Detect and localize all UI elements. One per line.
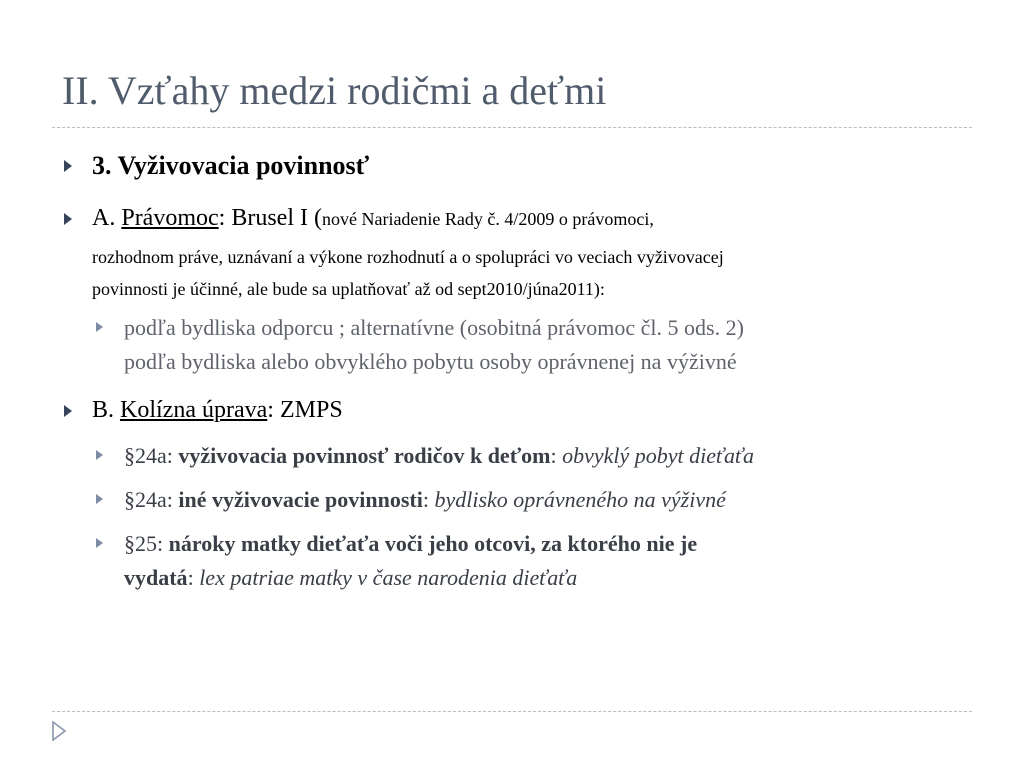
bullet-a-line3 bbox=[92, 271, 992, 306]
paragraph-ref: §24a: bbox=[124, 487, 179, 512]
regulation-note-line1: nové Nariadenie Rady č. 4/2009 o právomoci, bbox=[321, 209, 654, 229]
bullet-a bbox=[92, 201, 972, 236]
nav-arrow-icon[interactable] bbox=[52, 721, 66, 741]
bullet-a-prefix: A. bbox=[92, 205, 122, 231]
footer-divider bbox=[52, 711, 972, 712]
item-italic-text: bydlisko oprávneného na výživné bbox=[434, 487, 726, 512]
bullet-a-after-label: : Brusel I ( bbox=[218, 205, 322, 231]
triangle-right-icon bbox=[64, 213, 72, 225]
regulation-note-line3: povinnosti je účinné, ale bude sa uplatňovať až od sept2010/júna2011): bbox=[92, 279, 605, 299]
item-italic-text: lex patriae matky v čase narodenia dieťaťa bbox=[199, 565, 578, 590]
kolizna-uprava-label: Kolízna úprava bbox=[120, 397, 268, 423]
item-bold-text: iné vyživovacie povinnosti bbox=[178, 487, 423, 512]
triangle-right-icon bbox=[96, 494, 103, 504]
item-italic-text: obvyklý pobyt dieťaťa bbox=[562, 443, 755, 468]
list-item-continuation bbox=[124, 561, 984, 594]
list-item bbox=[124, 483, 984, 516]
triangle-right-icon bbox=[96, 322, 103, 332]
pravomoc-label: Právomoc bbox=[121, 205, 219, 231]
sub-item-jurisdiction-line1: podľa bydliska odporcu ; alternatívne (osobitná právomoc čl. 5 ods. 2) bbox=[124, 315, 744, 340]
triangle-right-icon bbox=[64, 405, 72, 417]
regulation-note-line2: rozhodnom práve, uznávaní a výkone rozhodnutí a o spolupráci vo veciach vyživovacej bbox=[92, 247, 724, 267]
bullet-heading: 3. Vyživovacia povinnosť bbox=[92, 151, 370, 180]
triangle-right-icon bbox=[64, 160, 72, 172]
paragraph-ref: §24a: bbox=[124, 443, 179, 468]
item-separator: : bbox=[422, 487, 435, 512]
item-bold-text: vyživovacia povinnosť rodičov k deťom bbox=[178, 443, 551, 468]
sub-item-jurisdiction-line2: podľa bydliska alebo obvyklého pobytu osoby oprávnenej na výživné bbox=[124, 349, 737, 374]
item-separator: : bbox=[550, 443, 563, 468]
item-bold-text: vydatá bbox=[124, 565, 188, 590]
bullet-b-after-label: : ZMPS bbox=[267, 397, 343, 423]
bullet-b bbox=[92, 393, 343, 428]
triangle-right-icon bbox=[96, 538, 103, 548]
bullet-b-prefix: B. bbox=[92, 397, 121, 423]
triangle-right-icon bbox=[96, 450, 103, 460]
slide-title: II. Vzťahy medzi rodičmi a deťmi bbox=[62, 68, 607, 113]
list-item bbox=[124, 527, 984, 560]
item-separator: : bbox=[187, 565, 200, 590]
paragraph-ref: §25: bbox=[124, 531, 169, 556]
list-item bbox=[124, 439, 984, 472]
item-bold-text: nároky matky dieťaťa voči jeho otcovi, za ktorého nie je bbox=[168, 531, 698, 556]
bullet-a-line2 bbox=[92, 239, 992, 274]
